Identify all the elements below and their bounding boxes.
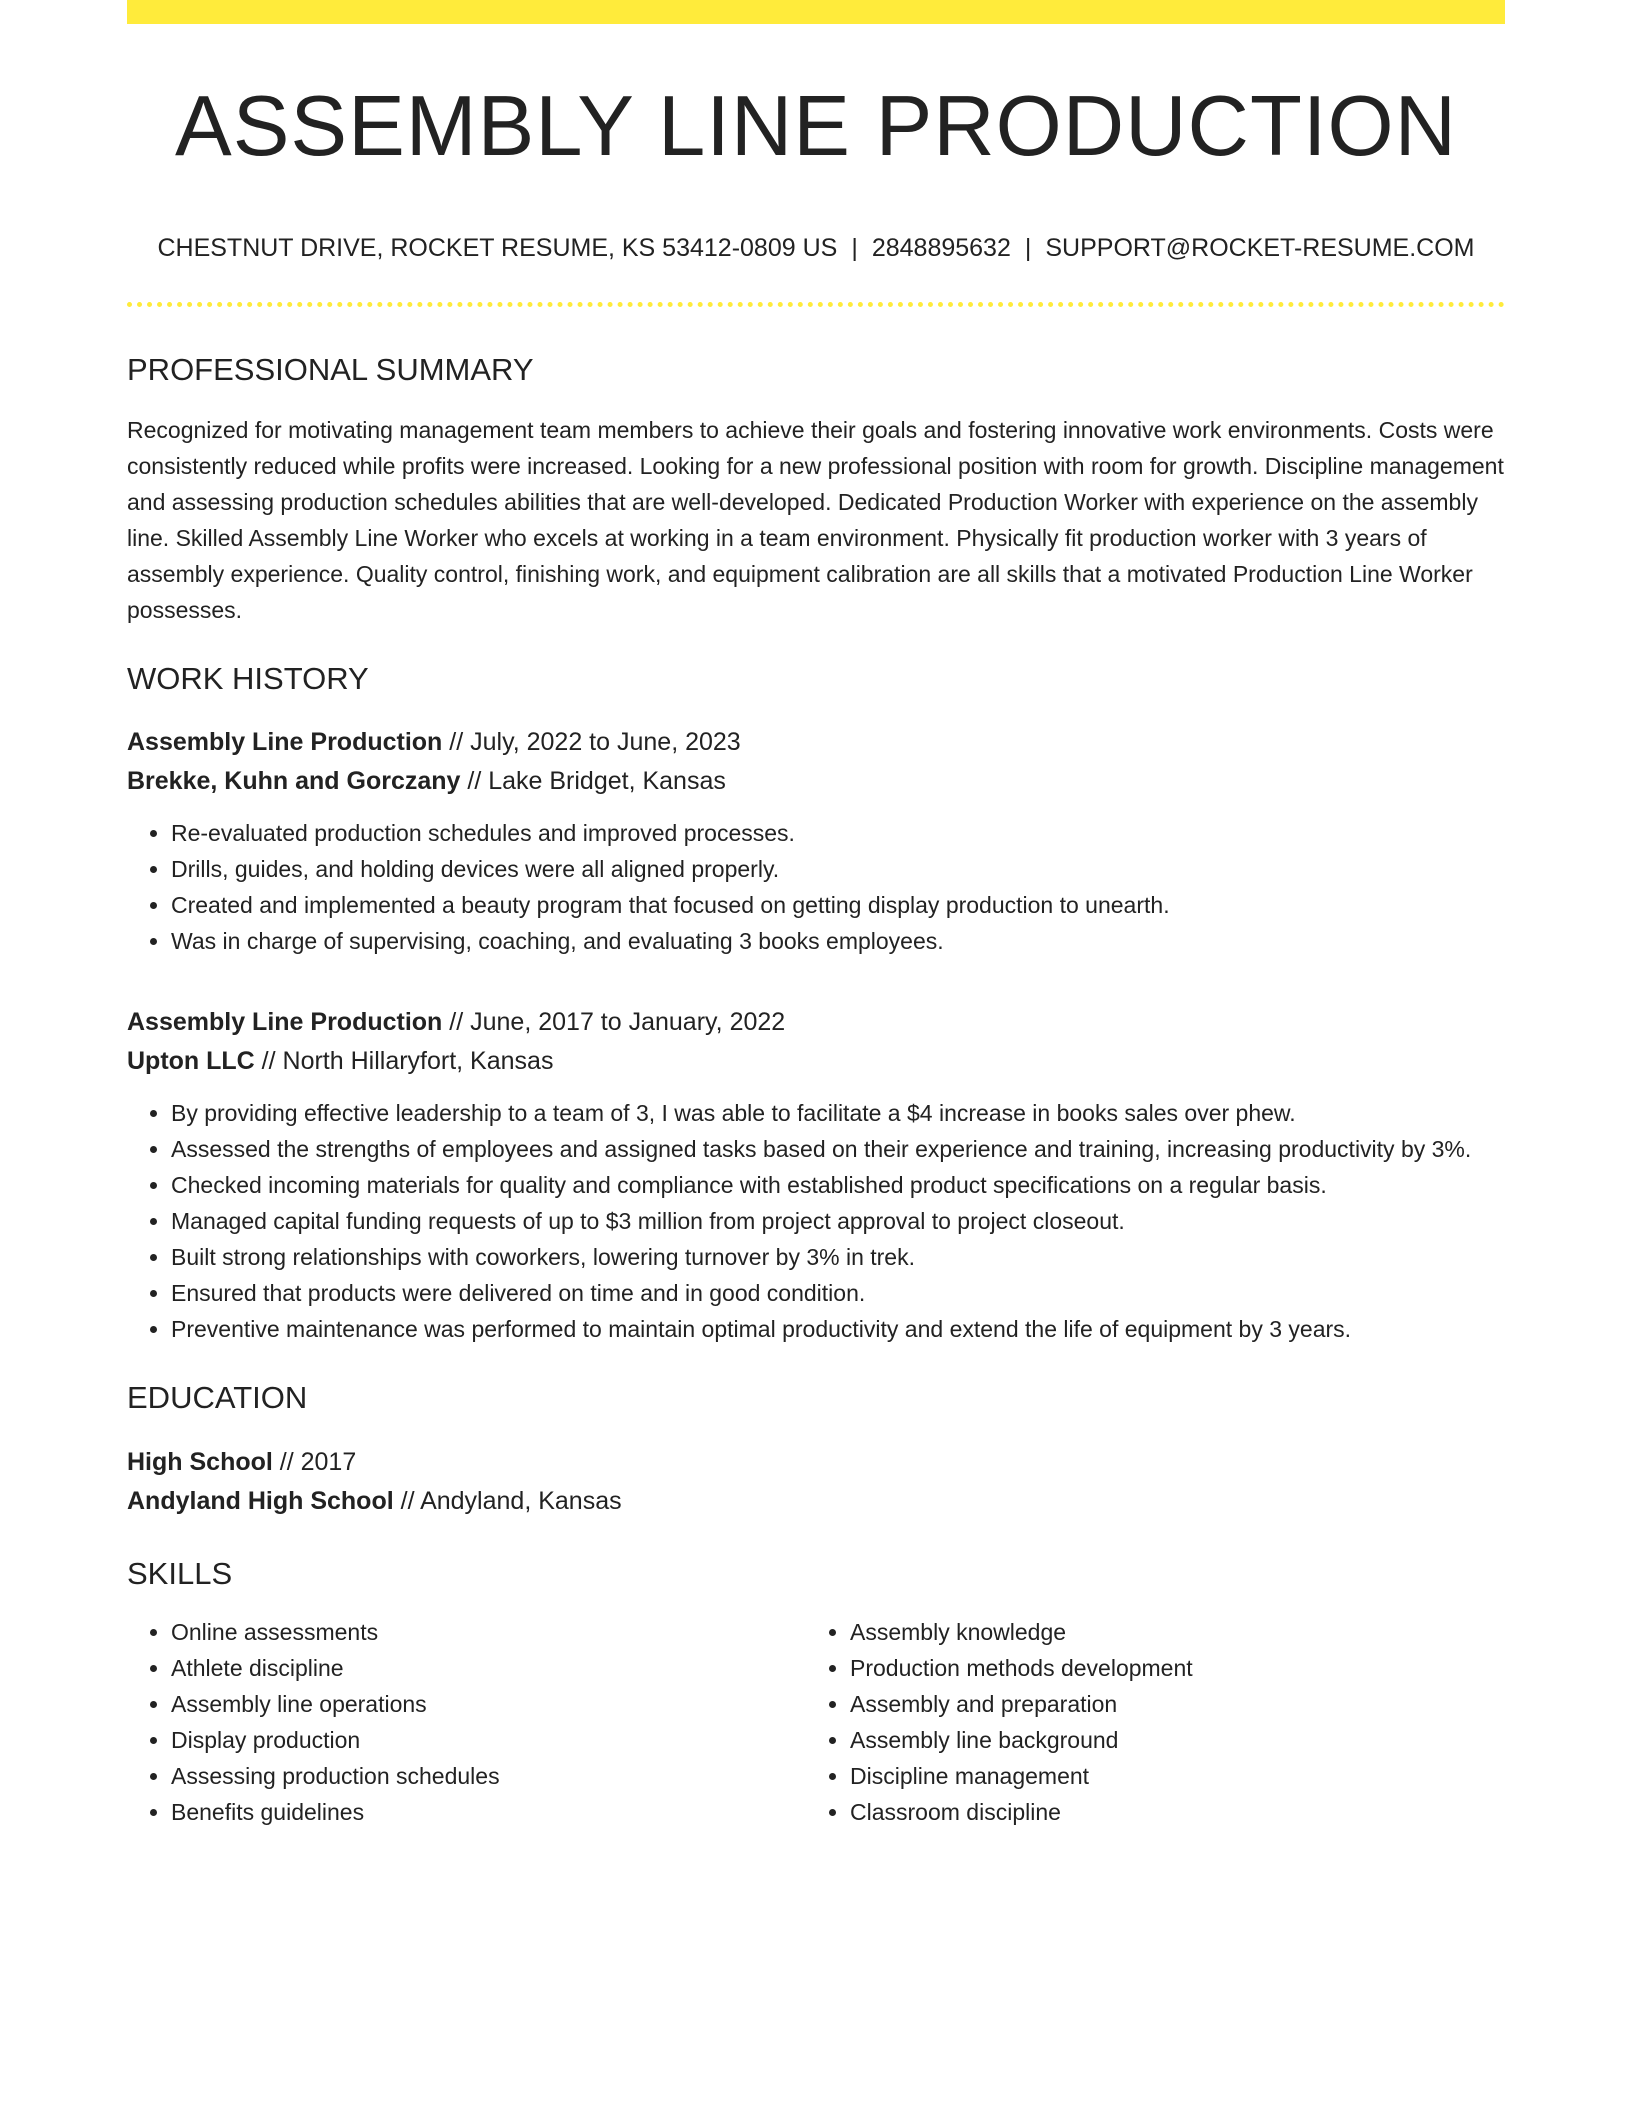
skills-grid — [127, 1614, 1505, 1830]
resume-name: ASSEMBLY LINE PRODUCTION — [175, 79, 1457, 174]
education-heading: EDUCATION — [127, 1380, 308, 1416]
list-item: • Ensured that products were delivered on time and in good condition. — [171, 1275, 1505, 1311]
education-school-line — [127, 1482, 1505, 1521]
email: SUPPORT@ROCKET-RESUME.COM — [1045, 234, 1475, 262]
dotted-divider — [127, 302, 1505, 307]
education-year: // 2017 — [272, 1447, 357, 1476]
address: CHESTNUT DRIVE, ROCKET RESUME, KS 53412-0809 US — [157, 234, 838, 262]
job-bullets — [127, 815, 1505, 959]
skills-list-right — [806, 1614, 1485, 1830]
job-dates: // July, 2022 to June, 2023 — [442, 728, 741, 757]
list-item: • Created and implemented a beauty program that focused on getting display production to unearth. — [171, 887, 1505, 923]
skill-item: • Production methods development — [850, 1650, 1485, 1686]
list-item: • Drills, guides, and holding devices were all aligned properly. — [171, 851, 1505, 887]
skill-item: • Assembly knowledge — [850, 1614, 1485, 1650]
education-location: // Andyland, Kansas — [393, 1486, 622, 1515]
skills-list-left — [127, 1614, 806, 1830]
job-company: Brekke, Kuhn and Gorczany — [127, 767, 461, 796]
job-bullets — [127, 1095, 1505, 1347]
contact-line — [127, 233, 1505, 263]
list-item: • Was in charge of supervising, coaching, and evaluating 3 books employees. — [171, 923, 1505, 959]
list-item: • Checked incoming materials for quality and compliance with established product specifications on a regular basis. — [171, 1167, 1505, 1203]
job-entry — [127, 723, 1505, 959]
education-degree-line — [127, 1443, 1505, 1482]
list-item: • Built strong relationships with coworkers, lowering turnover by 3% in trek. — [171, 1239, 1505, 1275]
skill-item: • Benefits guidelines — [171, 1794, 806, 1830]
top-accent-bar — [127, 0, 1505, 24]
skill-item: • Athlete discipline — [171, 1650, 806, 1686]
job-company-line — [127, 1042, 1505, 1081]
job-role-line — [127, 1003, 1505, 1042]
job-dates: // June, 2017 to January, 2022 — [442, 1008, 786, 1037]
summary-text: Recognized for motivating management team members to achieve their goals and fostering innovative work environments. Costs were consistently reduced while profits were increased. Looking for a new professional position with room for growth. Discipline management and assessing production schedules abilities that are well-developed. Dedicated Production Worker with experience on the assembly line. Skilled Assembly Line Worker who excels at working in a team environment. Physically fit production worker with 3 years of assembly experience. Quality control, finishing work, and equipment calibration are all skills that a motivated Production Line Worker possesses. — [127, 417, 1504, 624]
phone: 2848895632 — [871, 234, 1011, 262]
job-location: // Lake Bridget, Kansas — [460, 767, 726, 796]
education-school: Andyland High School — [127, 1486, 394, 1515]
resume-page — [127, 0, 1505, 1830]
skill-item: • Assembly line background — [850, 1722, 1485, 1758]
list-item: • Managed capital funding requests of up to $3 million from project approval to project closeout. — [171, 1203, 1505, 1239]
contact-separator: | — [1024, 234, 1032, 262]
skill-item: • Classroom discipline — [850, 1794, 1485, 1830]
skill-item: • Assessing production schedules — [171, 1758, 806, 1794]
list-item: • Preventive maintenance was performed to maintain optimal productivity and extend the life of equipment by 3 years. — [171, 1311, 1505, 1347]
education-entry — [127, 1443, 1505, 1521]
job-role-line — [127, 723, 1505, 762]
job-company: Upton LLC — [127, 1047, 255, 1076]
education-degree: High School — [127, 1447, 273, 1476]
skills-heading: SKILLS — [127, 1555, 233, 1591]
work-history-heading: WORK HISTORY — [127, 661, 369, 697]
summary-heading: PROFESSIONAL SUMMARY — [127, 352, 534, 387]
job-role: Assembly Line Production — [127, 1008, 443, 1037]
skill-item: • Display production — [171, 1722, 806, 1758]
list-item: • Re-evaluated production schedules and improved processes. — [171, 815, 1505, 851]
contact-separator: | — [851, 234, 858, 262]
list-item: • Assessed the strengths of employees and assigned tasks based on their experience and training, increasing productivity by 3%. — [171, 1131, 1505, 1167]
job-entry — [127, 1003, 1505, 1347]
skill-item: • Assembly and preparation — [850, 1686, 1485, 1722]
skill-item: • Online assessments — [171, 1614, 806, 1650]
job-role: Assembly Line Production — [127, 728, 443, 757]
skill-item: • Assembly line operations — [171, 1686, 806, 1722]
skill-item: • Discipline management — [850, 1758, 1485, 1794]
list-item: • By providing effective leadership to a team of 3, I was able to facilitate a $4 increase in books sales over phew. — [171, 1095, 1505, 1131]
job-location: // North Hillaryfort, Kansas — [254, 1047, 554, 1076]
job-company-line — [127, 762, 1505, 801]
